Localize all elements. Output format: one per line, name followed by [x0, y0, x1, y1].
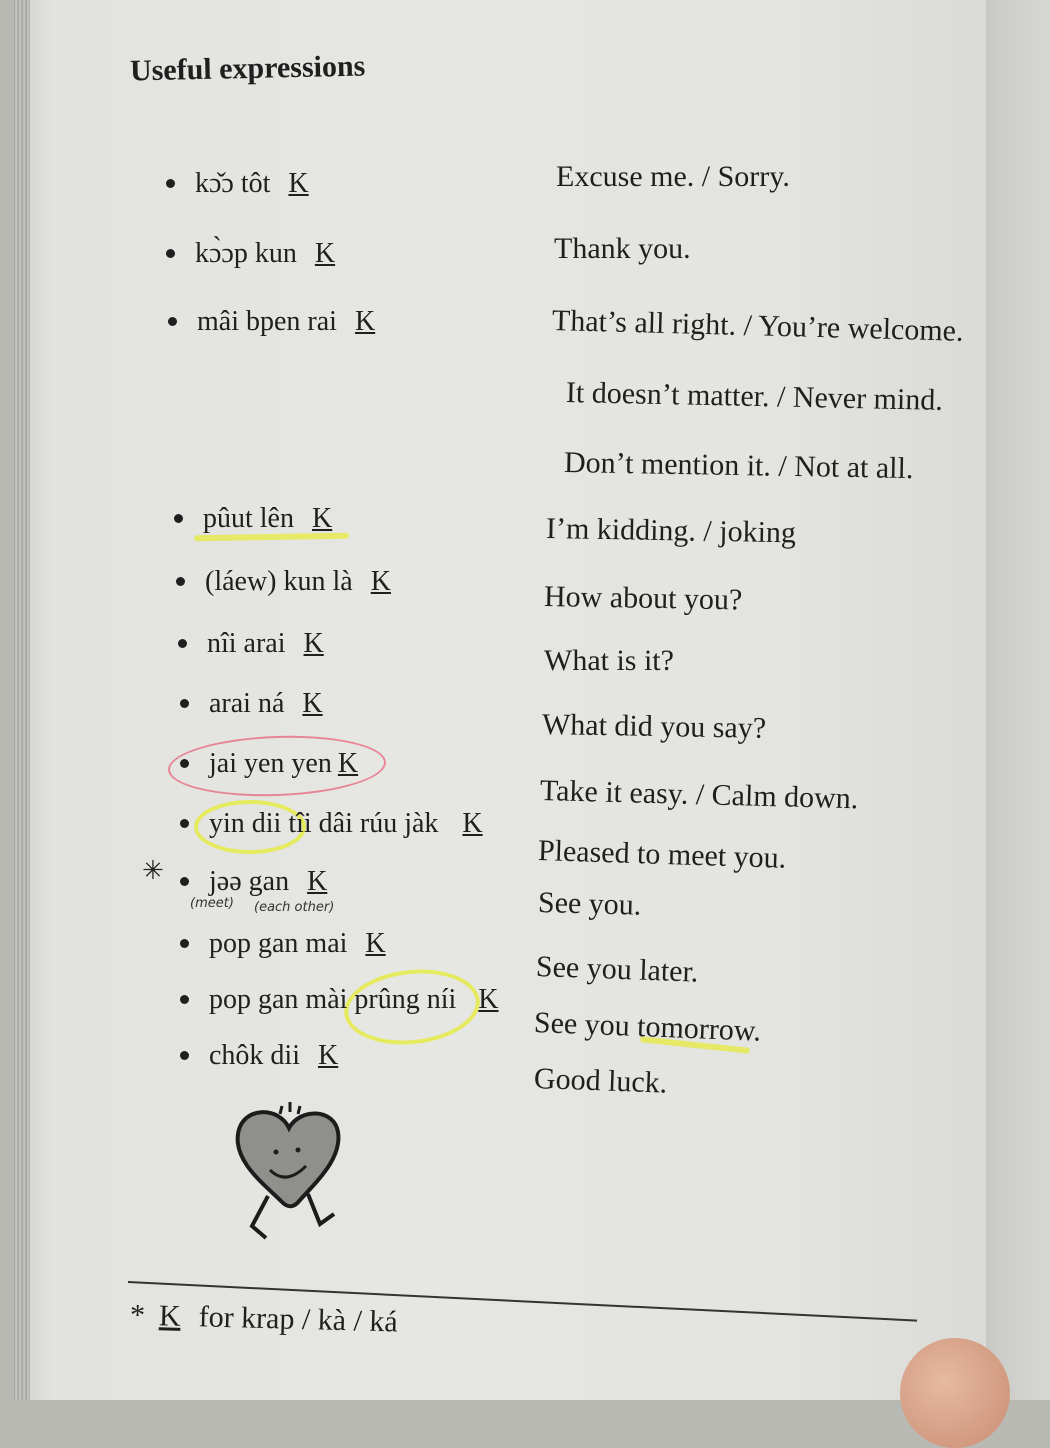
bullet-icon [180, 939, 189, 948]
k-marker: K [462, 808, 483, 839]
translation-text: See you. [537, 886, 642, 922]
bullet-icon [174, 514, 183, 523]
book-page [14, 0, 986, 1400]
k-marker: K [318, 1040, 339, 1071]
phrase-text: yin dii tîi dâi rúu jàk [209, 808, 439, 839]
background-surface [986, 0, 1050, 1400]
phrase-text: arai ná [209, 688, 285, 719]
phrase-text: jai yen yen [209, 748, 332, 779]
k-marker: K [354, 306, 376, 337]
translation-text: How about you? [543, 580, 743, 617]
phrase-row [180, 808, 483, 840]
phrase-row [180, 928, 386, 960]
phrase-text: kɔ̌ɔ tôt [195, 168, 271, 199]
phrase-row [180, 688, 323, 720]
footnote-asterisk: * [129, 1298, 146, 1332]
page-edges [14, 0, 30, 1400]
star-mark-icon: ✳ [142, 856, 164, 886]
k-marker: K [337, 748, 359, 779]
heart-doodle-icon [224, 1100, 354, 1260]
phrase-text: (láew) kun là [205, 566, 353, 597]
translation-text: Good luck. [533, 1062, 668, 1100]
phrase-row [174, 503, 332, 535]
phrase-text: pûut lên [203, 503, 294, 534]
section-title: Useful expressions [129, 49, 366, 88]
phrase-text: nîi arai [207, 628, 286, 659]
translation-text: See you later. [535, 950, 699, 989]
k-marker: K [288, 168, 309, 199]
bullet-icon [180, 1051, 189, 1060]
translation-text: What did you say? [541, 708, 767, 745]
footnote [130, 1299, 399, 1340]
footnote-k-marker: K [158, 1299, 182, 1333]
phrase-row [178, 628, 324, 660]
bullet-icon [166, 249, 175, 258]
phrase-text: chôk dii [209, 1040, 300, 1071]
bullet-icon [180, 995, 189, 1004]
phrase-row [168, 306, 375, 338]
phrase-row [176, 566, 391, 598]
bullet-icon [168, 317, 177, 326]
bullet-icon [180, 819, 189, 828]
translation-text: That’s all right. / You’re welcome. [551, 304, 964, 348]
translation-text: It doesn’t matter. / Never mind. [565, 376, 944, 417]
phrase-text: jəə gan [209, 866, 290, 897]
phrase-row [180, 866, 327, 898]
k-marker: K [303, 628, 324, 659]
translation-text: Excuse me. / Sorry. [556, 160, 790, 193]
phrase-text: mâi bpen rai [197, 306, 337, 337]
bullet-icon [176, 577, 185, 586]
translation-text: What is it? [544, 644, 674, 677]
phrase-text: pop gan mai [209, 928, 348, 959]
translation-text: I’m kidding. / joking [545, 512, 797, 550]
k-marker: K [365, 928, 386, 959]
phrase-row [180, 984, 499, 1016]
bullet-icon [180, 699, 189, 708]
phrase-row [166, 168, 309, 200]
translation-text: See you tomorrow. [533, 1006, 762, 1048]
phrase-row [180, 1040, 338, 1072]
k-marker: K [302, 688, 323, 719]
translation-text: Take it easy. / Calm down. [539, 774, 859, 816]
footnote-text: for krap / kà / ká [198, 1300, 399, 1339]
k-marker: K [312, 503, 333, 534]
phrase-row [166, 238, 335, 270]
bullet-icon [180, 877, 189, 886]
translation-text: Thank you. [554, 232, 691, 265]
k-marker: K [314, 238, 336, 269]
k-marker: K [370, 566, 391, 597]
phrase-row [180, 748, 358, 780]
handwritten-meet: (meet) [190, 896, 234, 911]
translation-text: Don’t mention it. / Not at all. [563, 446, 914, 486]
bullet-icon [180, 759, 189, 768]
thumb [900, 1338, 1010, 1448]
translation-text: Pleased to meet you. [537, 834, 787, 875]
bullet-icon [166, 179, 175, 188]
k-marker: K [478, 984, 499, 1015]
k-marker: K [307, 866, 328, 897]
phrase-text: pop gan mài prûng níi [209, 984, 457, 1015]
phrase-text: kɔ̀ɔp kun [195, 238, 297, 269]
bullet-icon [178, 639, 187, 648]
handwritten-each-other: (each other) [254, 900, 335, 915]
